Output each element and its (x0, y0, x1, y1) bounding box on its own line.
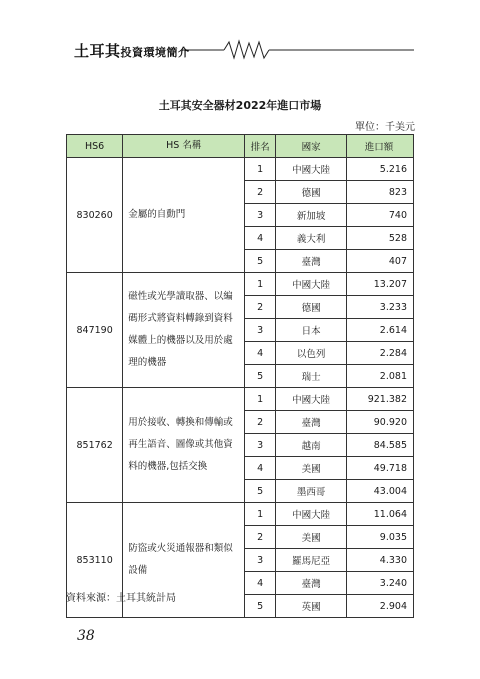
country-cell: 日本 (276, 319, 347, 342)
page-number: 38 (77, 628, 95, 644)
table-header-row (67, 135, 414, 158)
hs-name-cell: 防盜或火災通報器和類似設備 (123, 503, 245, 618)
rank-cell: 2 (245, 181, 276, 204)
country-cell: 中國大陸 (276, 273, 347, 296)
rank-cell: 5 (245, 365, 276, 388)
import-value-cell: 2.284 (347, 342, 414, 365)
hs-name-cell: 金屬的自動門 (123, 158, 245, 273)
rank-cell: 4 (245, 572, 276, 595)
rank-cell: 3 (245, 204, 276, 227)
country-cell: 中國大陸 (276, 503, 347, 526)
country-cell: 以色列 (276, 342, 347, 365)
rank-cell: 1 (245, 388, 276, 411)
table-body (67, 158, 414, 618)
country-cell: 瑞士 (276, 365, 347, 388)
rank-cell: 4 (245, 457, 276, 480)
country-cell: 美國 (276, 457, 347, 480)
country-cell: 越南 (276, 434, 347, 457)
country-cell: 中國大陸 (276, 158, 347, 181)
country-cell: 德國 (276, 296, 347, 319)
country-cell: 墨西哥 (276, 480, 347, 503)
table-title: 土耳其安全器材2022年進口市場 (158, 99, 322, 112)
column-header-rank: 排名 (245, 135, 276, 158)
hs-name-cell: 用於接收、轉換和傳輸或再生語音、圖像或其他資料的機器,包括交換 (123, 388, 245, 503)
rank-cell: 5 (245, 250, 276, 273)
import-value-cell: 49.718 (347, 457, 414, 480)
rank-cell: 2 (245, 411, 276, 434)
country-cell: 臺灣 (276, 250, 347, 273)
rank-cell: 4 (245, 342, 276, 365)
table-row (67, 158, 414, 181)
column-header-import-value: 進口額 (347, 135, 414, 158)
column-header-country: 國家 (276, 135, 347, 158)
rank-cell: 4 (245, 227, 276, 250)
import-value-cell: 2.904 (347, 595, 414, 618)
import-value-cell: 407 (347, 250, 414, 273)
rank-cell: 5 (245, 595, 276, 618)
country-cell: 羅馬尼亞 (276, 549, 347, 572)
country-cell: 義大利 (276, 227, 347, 250)
import-value-cell: 13.207 (347, 273, 414, 296)
import-value-cell: 84.585 (347, 434, 414, 457)
column-header-hs-name: HS 名稱 (123, 135, 245, 158)
import-value-cell: 528 (347, 227, 414, 250)
column-header-hs6: HS6 (67, 135, 123, 158)
header-title-sub: 投資環境簡介 (120, 46, 190, 59)
country-cell: 臺灣 (276, 572, 347, 595)
header-title-main: 土耳其 (74, 42, 121, 60)
import-value-cell: 3.233 (347, 296, 414, 319)
country-cell: 德國 (276, 181, 347, 204)
table-row (67, 273, 414, 296)
country-cell: 臺灣 (276, 411, 347, 434)
rank-cell: 1 (245, 503, 276, 526)
rank-cell: 5 (245, 480, 276, 503)
import-value-cell: 3.240 (347, 572, 414, 595)
country-cell: 美國 (276, 526, 347, 549)
unit-label: 單位：千美元 (355, 122, 415, 133)
country-cell: 新加坡 (276, 204, 347, 227)
running-header (74, 38, 414, 60)
country-cell: 中國大陸 (276, 388, 347, 411)
import-value-cell: 2.614 (347, 319, 414, 342)
import-value-cell: 2.081 (347, 365, 414, 388)
rank-cell: 3 (245, 319, 276, 342)
import-value-cell: 43.004 (347, 480, 414, 503)
table-row (67, 503, 414, 526)
country-cell: 英國 (276, 595, 347, 618)
rank-cell: 1 (245, 273, 276, 296)
table-row (67, 388, 414, 411)
source-note: 資料來源：土耳其統計局 (66, 593, 176, 604)
import-value-cell: 4.330 (347, 549, 414, 572)
hs-code-cell: 853110 (67, 503, 123, 618)
rank-cell: 3 (245, 549, 276, 572)
hs-name-cell: 磁性或光學讀取器、以編碼形式將資料轉錄到資料媒體上的機器以及用於處理的機器 (123, 273, 245, 388)
import-value-cell: 9.035 (347, 526, 414, 549)
import-value-cell: 921.382 (347, 388, 414, 411)
rank-cell: 3 (245, 434, 276, 457)
hs-code-cell: 847190 (67, 273, 123, 388)
rank-cell: 2 (245, 526, 276, 549)
rank-cell: 1 (245, 158, 276, 181)
rank-cell: 2 (245, 296, 276, 319)
import-value-cell: 740 (347, 204, 414, 227)
import-market-table (66, 134, 414, 618)
header-title (74, 40, 190, 61)
import-value-cell: 11.064 (347, 503, 414, 526)
import-value-cell: 823 (347, 181, 414, 204)
hs-code-cell: 830260 (67, 158, 123, 273)
import-value-cell: 90.920 (347, 411, 414, 434)
hs-code-cell: 851762 (67, 388, 123, 503)
import-value-cell: 5.216 (347, 158, 414, 181)
